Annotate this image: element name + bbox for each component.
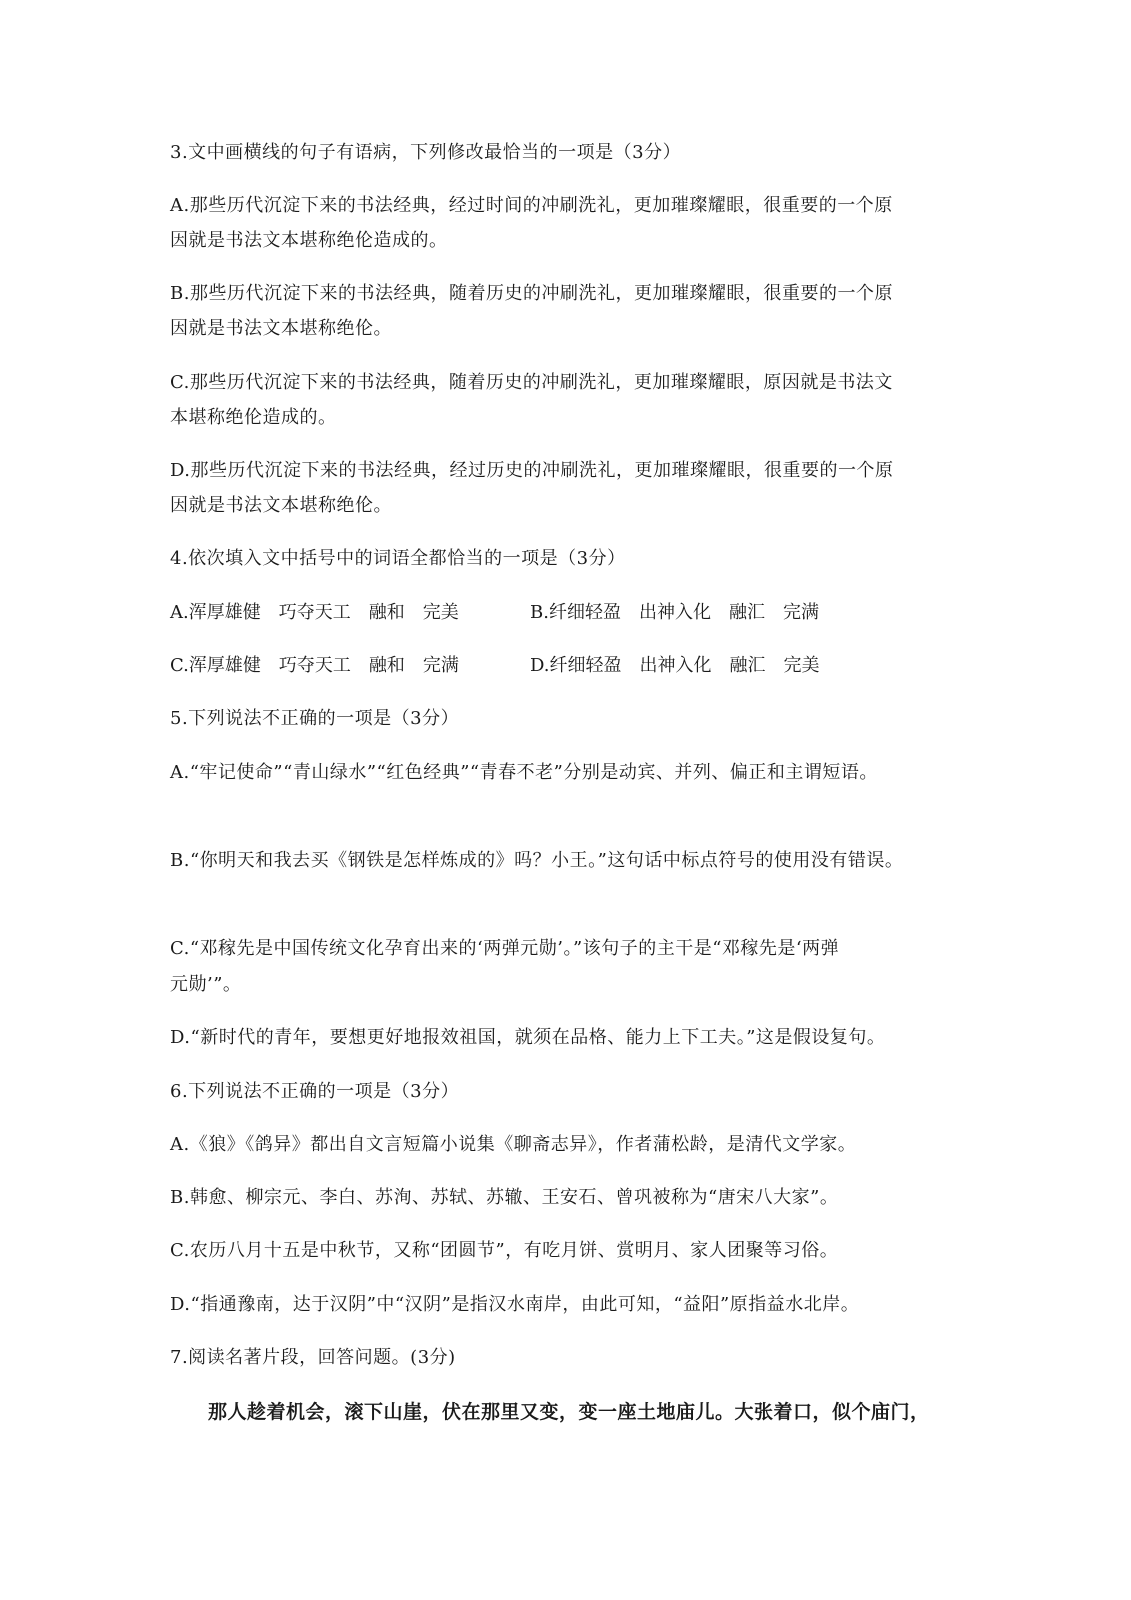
q6-option-a: A.《狼》《鸽异》都出自文言短篇小说集《聊斋志异》，作者蒲松龄，是清代文学家。 [170, 1134, 857, 1155]
q3-option-b-line2: 因就是书法文本堪称绝伦。 [170, 318, 392, 339]
q5-option-a: A.“牢记使命”“青山绿水”“红色经典”“青春不老”分别是动宾、并列、偏正和主谓短语。 [170, 762, 878, 783]
q5-stem: 5.下列说法不正确的一项是（3分） [170, 708, 460, 729]
q3-stem: 3.文中画横线的句子有语病，下列修改最恰当的一项是（3分） [170, 142, 682, 163]
q4-stem: 4.依次填入文中括号中的词语全都恰当的一项是（3分） [170, 548, 626, 569]
q6-stem: 6.下列说法不正确的一项是（3分） [170, 1081, 460, 1102]
q5-option-c-line1: C.“邓稼先是中国传统文化孕育出来的‘两弹元勋’。”该句子的主干是“邓稼先是‘两弹 [170, 938, 840, 959]
q4-option-a: A.浑厚雄健 巧夺天工 融和 完美 [170, 602, 459, 623]
q6-option-d: D.“指通豫南，达于汉阴”中“汉阴”是指汉水南岸，由此可知，“益阳”原指益水北岸。 [170, 1294, 860, 1315]
q4-option-b: B.纤细轻盈 出神入化 融汇 完满 [530, 602, 819, 623]
q3-option-a-line1: A.那些历代沉淀下来的书法经典，经过时间的冲刷洗礼，更加璀璨耀眼，很重要的一个原 [170, 195, 893, 216]
q7-stem: 7.阅读名著片段，回答问题。(3分) [170, 1347, 456, 1368]
q3-option-c-line2: 本堪称绝伦造成的。 [170, 407, 337, 428]
q3-option-d-line1: D.那些历代沉淀下来的书法经典，经过历史的冲刷洗礼，更加璀璨耀眼，很重要的一个原 [170, 460, 894, 481]
q4-option-c: C.浑厚雄健 巧夺天工 融和 完满 [170, 655, 459, 676]
q5-option-b: B.“你明天和我去买《钢铁是怎样炼成的》吗？小王。”这句话中标点符号的使用没有错误。 [170, 850, 904, 871]
q5-option-c-line2: 元勋’”。 [170, 974, 242, 995]
q6-option-b: B.韩愈、柳宗元、李白、苏洵、苏轼、苏辙、王安石、曾巩被称为“唐宋八大家”。 [170, 1187, 839, 1208]
q3-option-a-line2: 因就是书法文本堪称绝伦造成的。 [170, 230, 448, 251]
q7-passage: 那人趁着机会，滚下山崖，伏在那里又变，变一座土地庙儿。大张着口，似个庙门， [208, 1401, 930, 1423]
q4-option-d: D.纤细轻盈 出神入化 融汇 完美 [530, 655, 820, 676]
q3-option-b-line1: B.那些历代沉淀下来的书法经典，随着历史的冲刷洗礼，更加璀璨耀眼，很重要的一个原 [170, 283, 893, 304]
q3-option-c-line1: C.那些历代沉淀下来的书法经典，随着历史的冲刷洗礼，更加璀璨耀眼，原因就是书法文 [170, 372, 893, 393]
q6-option-c: C.农历八月十五是中秋节，又称“团圆节”，有吃月饼、赏明月、家人团聚等习俗。 [170, 1240, 839, 1261]
q5-option-d: D.“新时代的青年，要想更好地报效祖国，就须在品格、能力上下工夫。”这是假设复句。 [170, 1027, 886, 1048]
q3-option-d-line2: 因就是书法文本堪称绝伦。 [170, 495, 392, 516]
